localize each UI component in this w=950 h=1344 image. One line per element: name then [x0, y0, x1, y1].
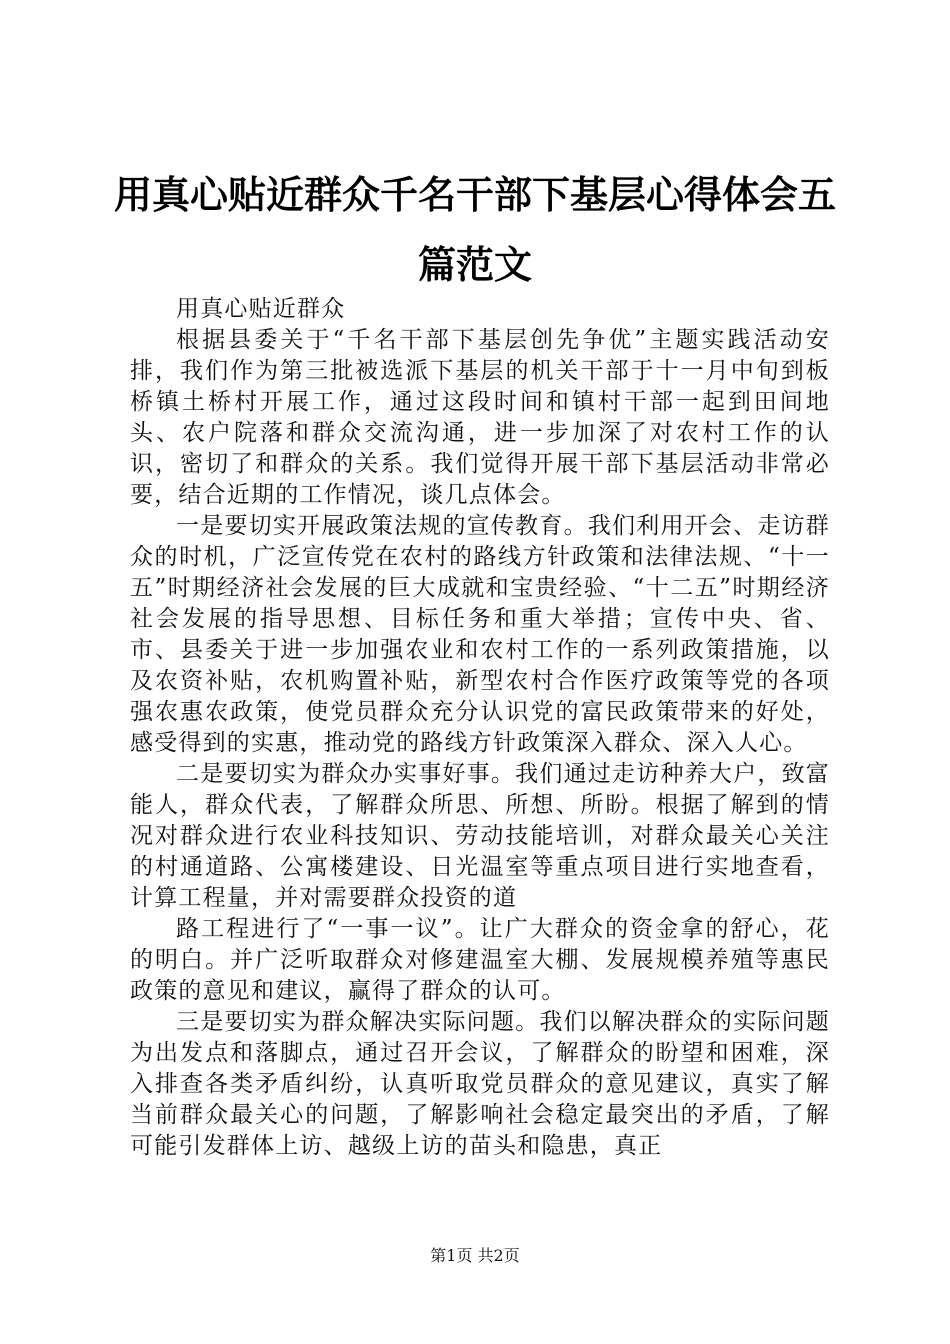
paragraph-subtitle: 用真心贴近群众 [176, 296, 346, 322]
document-title: 用真心贴近群众千名干部下基层心得体会五篇范文 [113, 172, 836, 287]
page-number-footer: 第1页 共2页 [430, 1246, 520, 1265]
paragraph: 一是要切实开展政策法规的宣传教育。我们利用开会、走访群众的时机，广泛宣传党在农村的路线方针政策和法律法规、“十一五”时期经济社会发展的巨大成就和宝贵经验、“十二五”时期经济社会发展的指导思想、目标任务和重大举措；宣传中央、省、市、县委关于进一步加强农业和农村工作的一系列政策措施，以及农资补贴，农机购置补贴，新型农村合作医疗政策等党的各项强农惠农政策，使党员群众充分认识党的富民政策带来的好处，感受得到的实惠，推动党的路线方针政策深入群众、深入人心。 [130, 513, 830, 756]
paragraph: 路工程进行了“一事一议”。让广大群众的资金拿的舒心，花的明白。并广泛听取群众对修建温室大棚、发展规模养殖等惠民政策的意见和建议，赢得了群众的认可。 [130, 916, 830, 1004]
paragraph: 三是要切实为群众解决实际问题。我们以解决群众的实际问题为出发点和落脚点，通过召开会议，了解群众的盼望和困难，深入排查各类矛盾纠纷，认真听取党员群众的意见建议，真实了解当前群众最关心的问题，了解影响社会稳定最突出的矛盾，了解可能引发群体上访、越级上访的苗头和隐患，真正 [130, 1009, 830, 1159]
paragraph: 二是要切实为群众办实事好事。我们通过走访种养大户，致富能人，群众代表，了解群众所思、所想、所盼。根据了解到的情况对群众进行农业科技知识、劳动技能培训，对群众最关心关注的村通道路、公寓楼建设、日光温室等重点项目进行实地查看，计算工程量，并对需要群众投资的道 [130, 761, 830, 911]
document-body [130, 294, 830, 1162]
paragraph: 根据县委关于“千名干部下基层创先争优”主题实践活动安排，我们作为第三批被选派下基层的机关干部于十一月中旬到板桥镇土桥村开展工作，通过这段时间和镇村干部一起到田间地头、农户院落和群众交流沟通，进一步加深了对农村工作的认识，密切了和群众的关系。我们觉得开展干部下基层活动非常必要，结合近期的工作情况，谈几点体会。 [130, 327, 830, 508]
